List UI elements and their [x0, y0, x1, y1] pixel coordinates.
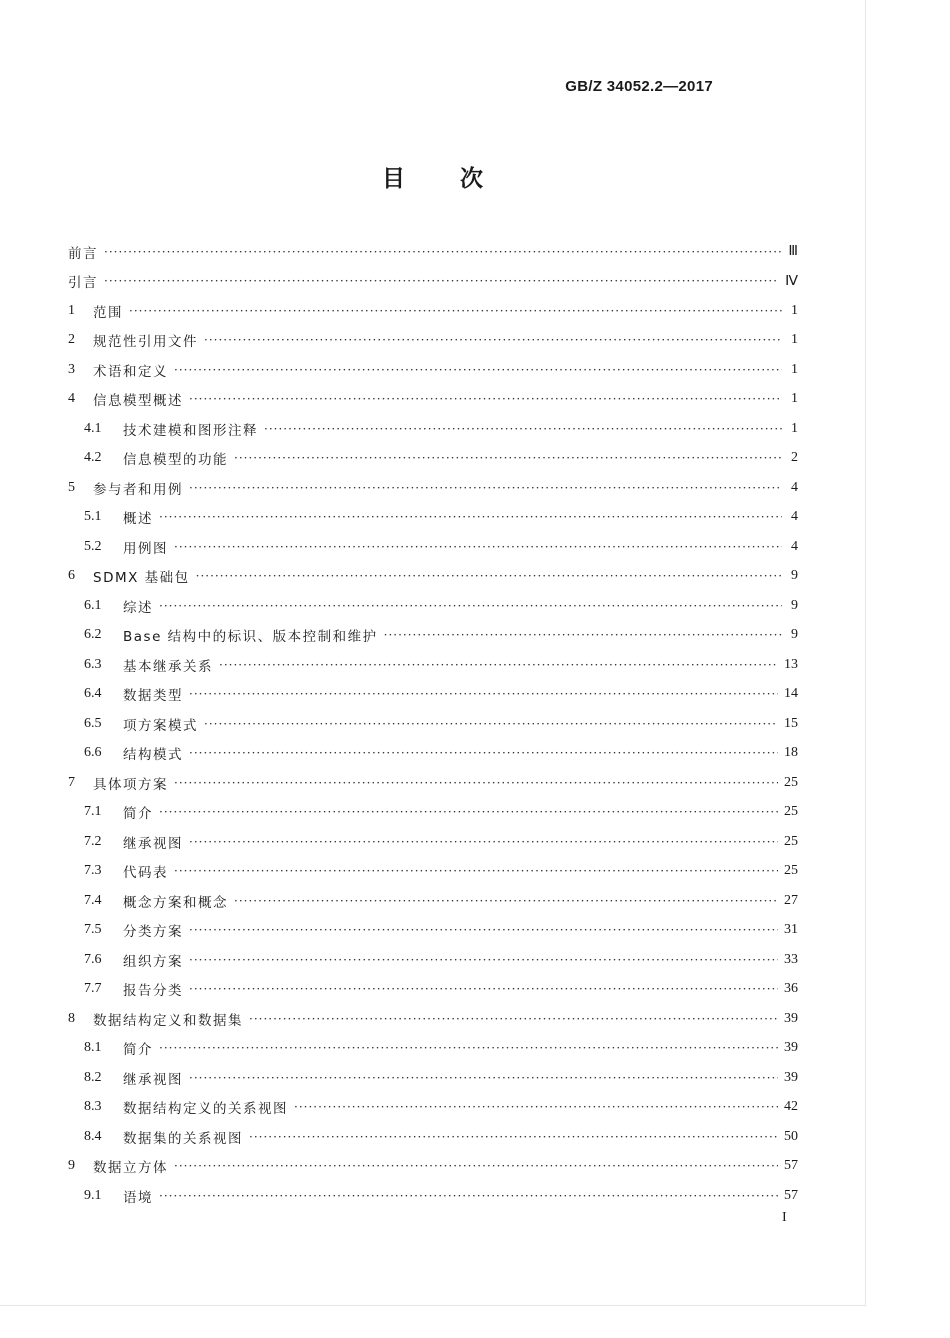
toc-entry[interactable] [68, 916, 798, 946]
toc-leader-dots [189, 392, 782, 406]
toc-entry-label: 具体项方案 [93, 776, 168, 793]
toc-entry-number: 6.6 [84, 745, 102, 761]
toc-entry-page: 4 [791, 479, 798, 495]
toc-entry[interactable] [68, 739, 798, 769]
toc-entry-label: 报告分类 [123, 983, 183, 1000]
toc-entry-page: 33 [784, 951, 798, 967]
toc-entry-number: 5.2 [84, 538, 102, 554]
toc-entry-number: 6.3 [84, 656, 102, 672]
toc-leader-dots [189, 481, 782, 495]
toc-entry-label: 数据集的关系视图 [123, 1130, 243, 1147]
toc-entry-page: 42 [784, 1099, 798, 1115]
toc-entry-label: 数据立方体 [93, 1160, 168, 1177]
toc-entry-page: 4 [791, 509, 798, 525]
toc-entry-label: 数据结构定义的关系视图 [123, 1101, 288, 1118]
toc-entry[interactable] [68, 857, 798, 887]
toc-entry-number: 8.4 [84, 1128, 102, 1144]
toc-entry-page: 13 [784, 656, 798, 672]
toc-entry[interactable] [68, 503, 798, 533]
toc-entry[interactable] [68, 1152, 798, 1182]
toc-entry-number: 4 [68, 391, 75, 407]
page-number: I [782, 1210, 787, 1225]
toc-entry[interactable] [68, 237, 798, 267]
toc-leader-dots [249, 1012, 778, 1026]
toc-entry-label: Base 结构中的标识、版本控制和维护 [123, 629, 378, 646]
toc-entry-label: 前言 [68, 245, 98, 262]
toc-leader-dots [174, 1159, 778, 1173]
toc-entry-number: 7 [68, 774, 75, 790]
toc-leader-dots [189, 953, 778, 967]
toc-leader-dots [189, 746, 778, 760]
toc-entry-label: 综述 [123, 599, 153, 616]
toc-entry-label: 引言 [68, 275, 98, 292]
toc-entry-page: Ⅳ [785, 273, 798, 289]
toc-leader-dots [104, 274, 779, 288]
toc-entry-number: 9.1 [84, 1187, 102, 1203]
toc-entry-page: 39 [784, 1040, 798, 1056]
toc-entry-page: 27 [784, 892, 798, 908]
toc-leader-dots [249, 1130, 778, 1144]
toc-entry-label: 技术建模和图形注释 [123, 422, 258, 439]
toc-entry-page: 57 [784, 1187, 798, 1203]
toc-entry-number: 7.4 [84, 892, 102, 908]
toc-entry-page: 25 [784, 833, 798, 849]
toc-entry-label: 继承视图 [123, 835, 183, 852]
toc-entry-label: 范围 [93, 304, 123, 321]
toc-entry-number: 4.1 [84, 420, 102, 436]
toc-entry-label: 概念方案和概念 [123, 894, 228, 911]
toc-entry-number: 7.1 [84, 804, 102, 820]
toc-entry[interactable] [68, 326, 798, 356]
toc-leader-dots [189, 835, 778, 849]
toc-entry-page: 1 [791, 391, 798, 407]
toc-entry-page: 14 [784, 686, 798, 702]
toc-entry-page: 9 [791, 627, 798, 643]
toc-entry-number: 2 [68, 332, 75, 348]
toc-leader-dots [189, 1071, 778, 1085]
toc-entry-label: 组织方案 [123, 953, 183, 970]
toc-leader-dots [159, 1041, 778, 1055]
toc-leader-dots [159, 510, 782, 524]
toc-entry-label: 数据结构定义和数据集 [93, 1012, 243, 1029]
toc-entry[interactable] [68, 1093, 798, 1123]
toc-entry[interactable] [68, 1063, 798, 1093]
toc-entry-page: 25 [784, 863, 798, 879]
toc-entry-page: 4 [791, 538, 798, 554]
toc-entry[interactable] [68, 680, 798, 710]
toc-entry-page: 39 [784, 1069, 798, 1085]
toc-entry-page: 1 [791, 420, 798, 436]
toc-entry[interactable] [68, 414, 798, 444]
toc-entry[interactable] [68, 798, 798, 828]
toc-entry-page: Ⅲ [788, 244, 798, 260]
toc-leader-dots [234, 894, 778, 908]
toc-leader-dots [159, 1189, 778, 1203]
toc-entry-number: 6.1 [84, 597, 102, 613]
toc-entry-label: 基本继承关系 [123, 658, 213, 675]
toc-leader-dots [174, 864, 778, 878]
toc-leader-dots [189, 982, 778, 996]
toc-leader-dots [159, 599, 782, 613]
toc-leader-dots [384, 628, 782, 642]
toc-entry[interactable] [68, 650, 798, 680]
toc-entry-label: 信息模型的功能 [123, 452, 228, 469]
standard-code: GB/Z 34052.2—2017 [565, 78, 713, 95]
toc-entry-page: 36 [784, 981, 798, 997]
toc-entry-number: 6.5 [84, 715, 102, 731]
toc-entry-page: 25 [784, 774, 798, 790]
toc-entry-label: SDMX 基础包 [93, 570, 190, 587]
toc-entry-page: 57 [784, 1158, 798, 1174]
toc-entry-number: 7.2 [84, 833, 102, 849]
toc-leader-dots [174, 776, 778, 790]
toc-entry-page: 9 [791, 597, 798, 613]
toc-entry-number: 3 [68, 361, 75, 377]
toc-entry[interactable] [68, 945, 798, 975]
toc-entry[interactable] [68, 886, 798, 916]
toc-leader-dots [204, 717, 778, 731]
toc-entry[interactable] [68, 768, 798, 798]
toc-entry-label: 简介 [123, 806, 153, 823]
toc-entry-page: 31 [784, 922, 798, 938]
toc-leader-dots [189, 687, 778, 701]
toc-entry-label: 概述 [123, 511, 153, 528]
toc-entry[interactable] [68, 1181, 798, 1211]
toc-entry-label: 代码表 [123, 865, 168, 882]
toc-entry-label: 继承视图 [123, 1071, 183, 1088]
toc-entry-number: 8 [68, 1010, 75, 1026]
toc-entry[interactable] [68, 473, 798, 503]
toc-leader-dots [196, 569, 782, 583]
toc-leader-dots [189, 923, 778, 937]
toc-entry[interactable] [68, 1004, 798, 1034]
toc-leader-dots [174, 540, 782, 554]
toc-leader-dots [234, 451, 782, 465]
toc-entry-number: 4.2 [84, 450, 102, 466]
toc-entry[interactable] [68, 975, 798, 1005]
toc-leader-dots [219, 658, 778, 672]
toc-entry-page: 50 [784, 1128, 798, 1144]
toc-entry-label: 简介 [123, 1042, 153, 1059]
toc-entry[interactable] [68, 385, 798, 415]
toc-entry-number: 7.3 [84, 863, 102, 879]
toc-entry[interactable] [68, 827, 798, 857]
toc-entry-label: 参与者和用例 [93, 481, 183, 498]
toc-entry-number: 8.2 [84, 1069, 102, 1085]
toc-entry-number: 7.5 [84, 922, 102, 938]
toc-entry-number: 8.1 [84, 1040, 102, 1056]
toc-entry[interactable] [68, 355, 798, 385]
toc-entry[interactable] [68, 709, 798, 739]
toc-entry-page: 18 [784, 745, 798, 761]
toc-entry-page: 1 [791, 361, 798, 377]
toc-entry-page: 15 [784, 715, 798, 731]
toc-entry[interactable] [68, 1034, 798, 1064]
toc-entry-number: 9 [68, 1158, 75, 1174]
toc-entry-label: 术语和定义 [93, 363, 168, 380]
toc-entry[interactable] [68, 267, 798, 297]
toc-entry-page: 39 [784, 1010, 798, 1026]
toc-entry-label: 项方案模式 [123, 717, 198, 734]
toc-entry[interactable] [68, 562, 798, 592]
toc-entry-number: 5 [68, 479, 75, 495]
toc-entry[interactable] [68, 296, 798, 326]
toc-leader-dots [174, 363, 782, 377]
toc-leader-dots [104, 245, 782, 259]
toc-entry-number: 7.6 [84, 951, 102, 967]
toc-entry-page: 9 [791, 568, 798, 584]
toc-leader-dots [294, 1100, 778, 1114]
toc-entry-number: 6.4 [84, 686, 102, 702]
toc-entry[interactable] [68, 1122, 798, 1152]
toc-entry-label: 数据类型 [123, 688, 183, 705]
toc-entry-label: 规范性引用文件 [93, 334, 198, 351]
toc-entry[interactable] [68, 444, 798, 474]
toc-leader-dots [159, 805, 778, 819]
toc-entry-label: 信息模型概述 [93, 393, 183, 410]
toc-entry-page: 1 [791, 332, 798, 348]
toc-entry-page: 2 [791, 450, 798, 466]
toc-leader-dots [204, 333, 782, 347]
toc-entry-number: 6.2 [84, 627, 102, 643]
page-title: 目次 [382, 166, 538, 192]
toc-entry[interactable] [68, 621, 798, 651]
toc-entry-number: 6 [68, 568, 75, 584]
toc-entry-label: 结构模式 [123, 747, 183, 764]
toc-entry-label: 分类方案 [123, 924, 183, 941]
toc-leader-dots [264, 422, 782, 436]
toc-entry[interactable] [68, 532, 798, 562]
toc-entry-number: 8.3 [84, 1099, 102, 1115]
toc-entry[interactable] [68, 591, 798, 621]
toc-entry-label: 用例图 [123, 540, 168, 557]
toc-entry-page: 25 [784, 804, 798, 820]
toc-entry-number: 7.7 [84, 981, 102, 997]
toc-entry-page: 1 [791, 302, 798, 318]
toc-entry-label: 语境 [123, 1189, 153, 1206]
toc-leader-dots [129, 304, 782, 318]
toc-entry-number: 5.1 [84, 509, 102, 525]
table-of-contents [68, 237, 798, 1211]
toc-entry-number: 1 [68, 302, 75, 318]
